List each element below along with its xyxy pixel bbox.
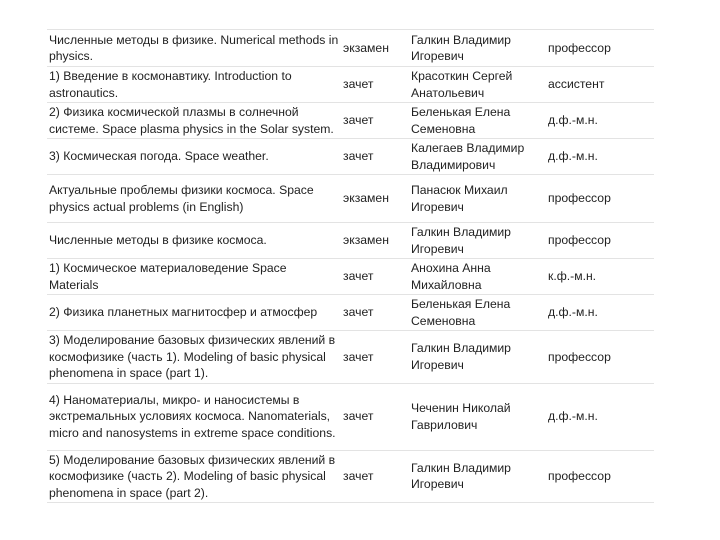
course-subject: 3) Моделирование базовых физических явлений в космофизике (часть 1). Modeling of basic physical phenomena in space (part 1). bbox=[47, 331, 341, 384]
courses-table bbox=[47, 29, 654, 503]
academic-title: к.ф.-м.н. bbox=[546, 259, 654, 295]
academic-title: профессор bbox=[546, 450, 654, 503]
academic-title: д.ф.-м.н. bbox=[546, 103, 654, 139]
table-row bbox=[47, 30, 654, 67]
course-subject: 5) Моделирование базовых физических явлений в космофизике (часть 2). Modeling of basic physical phenomena in space (part 2). bbox=[47, 450, 341, 503]
table-row bbox=[47, 67, 654, 103]
exam-type: зачет bbox=[341, 67, 409, 103]
course-subject: Численные методы в физике космоса. bbox=[47, 223, 341, 259]
table-row bbox=[47, 223, 654, 259]
course-subject: 4) Наноматериалы, микро- и наносистемы в экстремальных условиях космоса. Nanomaterials, micro and nanosystems in extreme space conditions. bbox=[47, 383, 341, 450]
teacher-name: Красоткин Сергей Анатольевич bbox=[409, 67, 546, 103]
table-row bbox=[47, 383, 654, 450]
academic-title: д.ф.-м.н. bbox=[546, 295, 654, 331]
table-row bbox=[47, 103, 654, 139]
teacher-name: Анохина Анна Михайловна bbox=[409, 259, 546, 295]
teacher-name: Чеченин Николай Гаврилович bbox=[409, 383, 546, 450]
course-subject: 1) Космическое материаловедение Space Materials bbox=[47, 259, 341, 295]
table-row bbox=[47, 259, 654, 295]
course-subject: 2) Физика планетных магнитосфер и атмосфер bbox=[47, 295, 341, 331]
exam-type: экзамен bbox=[341, 175, 409, 223]
academic-title: д.ф.-м.н. bbox=[546, 383, 654, 450]
course-subject: 1) Введение в космонавтику. Introduction to astronautics. bbox=[47, 67, 341, 103]
exam-type: зачет bbox=[341, 139, 409, 175]
teacher-name: Беленькая Елена Семеновна bbox=[409, 295, 546, 331]
exam-type: зачет bbox=[341, 331, 409, 384]
teacher-name: Галкин Владимир Игоревич bbox=[409, 331, 546, 384]
teacher-name: Беленькая Елена Семеновна bbox=[409, 103, 546, 139]
academic-title: профессор bbox=[546, 331, 654, 384]
course-subject: Актуальные проблемы физики космоса. Space physics actual problems (in English) bbox=[47, 175, 341, 223]
teacher-name: Галкин Владимир Игоревич bbox=[409, 450, 546, 503]
academic-title: д.ф.-м.н. bbox=[546, 139, 654, 175]
academic-title: ассистент bbox=[546, 67, 654, 103]
teacher-name: Панасюк Михаил Игоревич bbox=[409, 175, 546, 223]
table-row bbox=[47, 331, 654, 384]
exam-type: экзамен bbox=[341, 30, 409, 67]
teacher-name: Галкин Владимир Игоревич bbox=[409, 223, 546, 259]
academic-title: профессор bbox=[546, 30, 654, 67]
teacher-name: Галкин Владимир Игоревич bbox=[409, 30, 546, 67]
table-row bbox=[47, 175, 654, 223]
course-subject: 2) Физика космической плазмы в солнечной системе. Space plasma physics in the Solar system. bbox=[47, 103, 341, 139]
table-row bbox=[47, 450, 654, 503]
table-row bbox=[47, 139, 654, 175]
academic-title: профессор bbox=[546, 223, 654, 259]
exam-type: зачет bbox=[341, 450, 409, 503]
exam-type: зачет bbox=[341, 259, 409, 295]
teacher-name: Калегаев Владимир Владимирович bbox=[409, 139, 546, 175]
table-row bbox=[47, 295, 654, 331]
academic-title: профессор bbox=[546, 175, 654, 223]
exam-type: зачет bbox=[341, 103, 409, 139]
exam-type: зачет bbox=[341, 383, 409, 450]
exam-type: экзамен bbox=[341, 223, 409, 259]
course-subject: 3) Космическая погода. Space weather. bbox=[47, 139, 341, 175]
exam-type: зачет bbox=[341, 295, 409, 331]
course-subject: Численные методы в физике. Numerical methods in physics. bbox=[47, 30, 341, 67]
